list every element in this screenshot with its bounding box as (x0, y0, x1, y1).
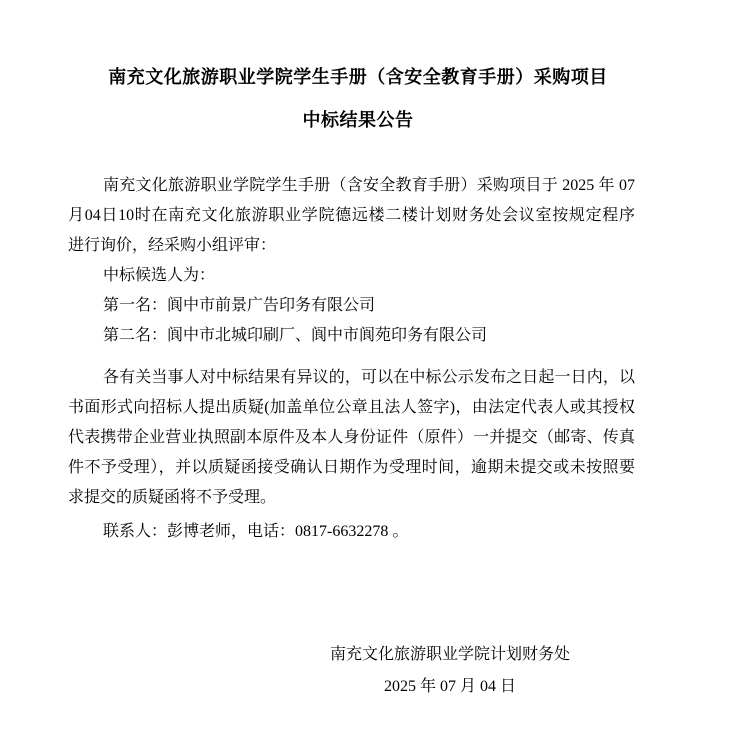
signature-block (330, 639, 570, 703)
intro-paragraph-line-1: 南充文化旅游职业学院学生手册（含安全教育手册）采购项目于 2025 年 07 (103, 177, 635, 194)
signature-date: 2025 年 07 月 04 日 (383, 678, 516, 695)
objection-paragraph-line-3: 代表携带企业营业执照副本原件及本人身份证件（原件）一并提交（邮寄、传真 (68, 429, 635, 446)
title-block (81, 62, 635, 135)
document-subtitle: 中标结果公告 (302, 110, 414, 130)
intro-paragraph-line-3: 进行询价，经采购小组评审： (68, 237, 277, 254)
candidate-first: 第一名：阆中市前景广告印务有限公司 (103, 297, 376, 314)
document-title: 南充文化旅游职业学院学生手册（含安全教育手册）采购项目 (108, 67, 608, 87)
contact-line: 联系人：彭博老师，电话：0817-6632278 。 (103, 523, 409, 540)
objection-paragraph-line-4: 件不予受理），并以质疑函接受确认日期作为受理时间，逾期未提交或未按照要 (68, 459, 635, 476)
objection-paragraph-line-5: 求提交的质疑函将不予受理。 (68, 489, 277, 506)
objection-paragraph (68, 363, 635, 513)
signature-department: 南充文化旅游职业学院计划财务处 (329, 646, 570, 663)
objection-paragraph-line-2: 书面形式向招标人提出质疑(加盖单位公章且法人签字)，由法定代表人或其授权 (68, 399, 635, 416)
candidate-second: 第二名：阆中市北城印刷厂、阆中市阆苑印务有限公司 (103, 327, 488, 344)
intro-paragraph (68, 171, 635, 261)
intro-paragraph-line-2: 月04日10时在南充文化旅游职业学院德远楼二楼计划财务处会议室按规定程序 (68, 207, 635, 224)
objection-paragraph-line-1: 各有关当事人对中标结果有异议的，可以在中标公示发布之日起一日内，以 (103, 369, 635, 386)
candidates-intro: 中标候选人为： (103, 267, 216, 284)
